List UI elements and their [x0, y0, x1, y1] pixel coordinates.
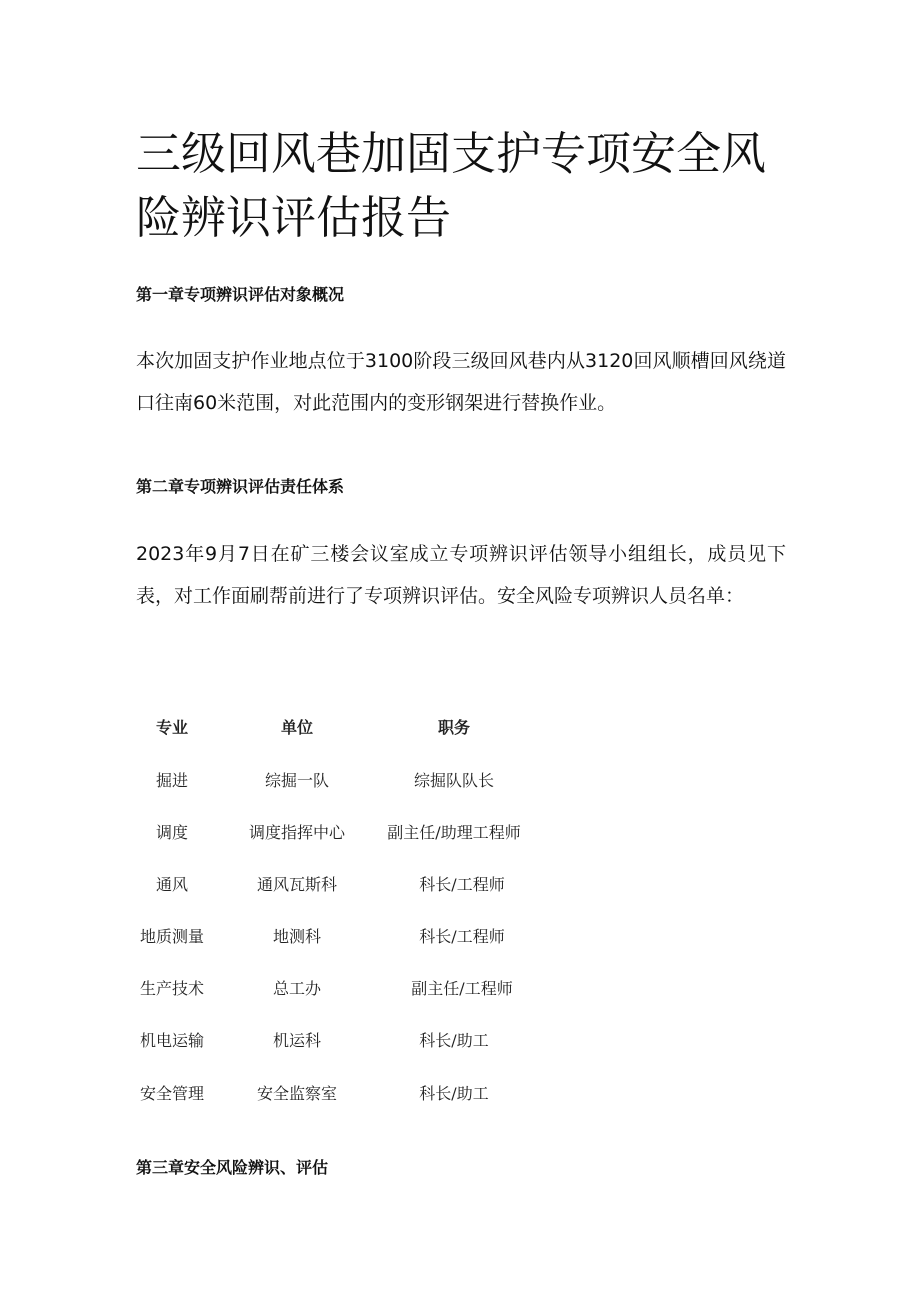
table-row	[0, 1028, 920, 1054]
cell-position: 副主任/助理工程师	[387, 823, 521, 842]
table-row	[0, 820, 920, 846]
chapter-1-paragraph: 本次加固支护作业地点位于3100阶段三级回风巷内从3120回风顺槽回风绕道口往南60米范围，对此范围内的变形钢架进行替换作业。	[136, 350, 786, 414]
chapter-1-heading: 第一章专项辨识评估对象概况	[136, 285, 345, 304]
cell-position: 科长/工程师	[419, 927, 505, 946]
table-row	[0, 768, 920, 794]
table-header-row	[0, 715, 920, 741]
cell-unit: 总工办	[272, 979, 321, 998]
chapter-2-heading: 第二章专项辨识评估责任体系	[136, 477, 345, 496]
cell-unit: 调度指挥中心	[248, 823, 345, 842]
cell-specialty: 机电运输	[139, 1031, 204, 1050]
cell-specialty: 安全管理	[139, 1084, 204, 1103]
cell-position: 科长/助工	[419, 1084, 489, 1103]
cell-unit: 安全监察室	[256, 1084, 337, 1103]
table-row	[0, 924, 920, 950]
column-header-specialty: 专业	[155, 718, 188, 737]
table-row	[0, 1081, 920, 1107]
column-header-position: 职务	[437, 718, 470, 737]
cell-specialty: 地质测量	[139, 927, 204, 946]
cell-unit: 通风瓦斯科	[256, 875, 337, 894]
cell-specialty: 调度	[155, 823, 188, 842]
table-row	[0, 976, 920, 1002]
chapter-3-heading: 第三章安全风险辨识、评估	[136, 1158, 329, 1177]
column-header-unit: 单位	[280, 718, 313, 737]
cell-unit: 机运科	[272, 1031, 321, 1050]
document-title: 三级回风巷加固支护专项安全风险辨识评估报告	[136, 127, 767, 244]
chapter-2-paragraph: 2023年9月7日在矿三楼会议室成立专项辨识评估领导小组组长，成员见下表，对工作面刷帮前进行了专项辨识评估。安全风险专项辨识人员名单：	[136, 543, 786, 607]
cell-specialty: 生产技术	[139, 979, 204, 998]
cell-unit: 地测科	[272, 927, 321, 946]
table-row	[0, 872, 920, 898]
cell-specialty: 通风	[155, 875, 188, 894]
cell-specialty: 掘进	[155, 771, 188, 790]
cell-position: 科长/工程师	[419, 875, 505, 894]
cell-position: 科长/助工	[419, 1031, 489, 1050]
cell-unit: 综掘一队	[264, 771, 329, 790]
cell-position: 综掘队队长	[413, 771, 494, 790]
cell-position: 副主任/工程师	[411, 979, 513, 998]
